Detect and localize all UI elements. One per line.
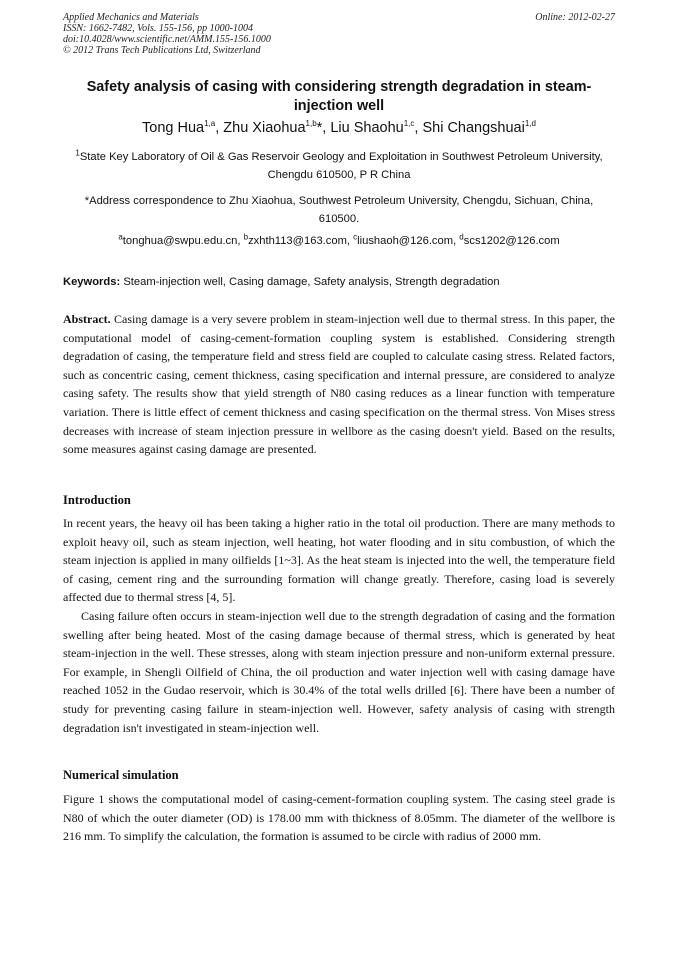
doi-line: doi:10.4028/www.scientific.net/AMM.155-156.1000 xyxy=(63,34,271,45)
email: $^b$zxhth113@163.com, xyxy=(243,232,354,247)
paragraph: Casing failure often occurs in steam-injection well due to the strength degradation of casing and the formation swelling after being heated. Most of the casing damage because of thermal stress, which is generated by heat steam-injection in the well. These stresses, along with steam injection pressure and non-uniform external pressure. For example, in Shengli Oilfield of China, the oil production and water injection well with casing damage have reached 1052 in the Gudao reservoir, which is 30.4% of the total wells drilled [6]. There have been a number of study for preventing casing failure in steam-injection well. However, safety analysis of casing with strength degradation isn't investigated in steam-injection well. xyxy=(63,608,615,735)
affiliation: $^1$State Key Laboratory of Oil & Gas Reservoir Geology and Exploitation in Southwest Petroleum University, Chengdu 610500, P R China xyxy=(75,148,603,181)
email: $^d$scs1202@126.com xyxy=(459,232,560,247)
abstract-label: Abstract. xyxy=(63,312,111,326)
introduction-body xyxy=(63,514,615,737)
journal-name: Applied Mechanics and Materials xyxy=(63,12,199,23)
numerical-simulation-body xyxy=(63,790,615,846)
abstract-text: Casing damage is a very severe problem in steam-injection well due to thermal stress. In this paper, the computational model of casing-cement-formation coupling system is established. Considering strength degradation of casing, the temperature field and stress field are coupled to calculate casing stress. Related factors, such as concentric casing, cement thickness, casing specification and internal pressure, are considered to analyze casing safety. The results show that yield strength of N80 casing reduces as a linear function with temperature variation. There is little effect of cement thickness and casing specification on the thermal stress. Von Mises stress decreases with increase of steam injection pressure in wellbore as the casing doesn't yield. Based on the results, some measures against casing damage are presented. xyxy=(63,312,616,457)
email: $^c$liushaoh@126.com, xyxy=(353,232,460,247)
issn-line: ISSN: 1662-7482, Vols. 155-156, pp 1000-1004 xyxy=(63,23,253,34)
introduction-heading: Introduction xyxy=(63,493,131,507)
author: Liu Shaohu$^{1,c}$, xyxy=(330,119,423,136)
keywords xyxy=(63,273,623,291)
author-list xyxy=(63,118,615,138)
keywords-label: Keywords: xyxy=(63,276,121,288)
email-list xyxy=(63,232,615,250)
paper-title: Safety analysis of casing with considering strength degradation in steam-injection well xyxy=(86,79,592,114)
email: $^a$tonghua@swpu.edu.cn, xyxy=(118,232,244,247)
abstract xyxy=(63,310,615,459)
correspondence-address: *Address correspondence to Zhu Xiaohua, Southwest Petroleum University, Chengdu, Sichuan, China, 610500. xyxy=(84,195,594,225)
journal-header xyxy=(63,12,615,56)
numerical-simulation-heading: Numerical simulation xyxy=(63,768,179,782)
keywords-text: Steam-injection well, Casing damage, Safety analysis, Strength degradation xyxy=(123,276,500,288)
author: Shi Changshuai$^{1,d}$ xyxy=(422,119,536,136)
author: Tong Hua$^{1,a}$, xyxy=(142,119,224,136)
paragraph: Figure 1 shows the computational model of casing-cement-formation coupling system. The casing steel grade is N80 of which the outer diameter (OD) is 178.00 mm with thickness of 8.05mm. The diameter of the wellbore is 216 mm. To simplify the calculation, the formation is assumed to be circle with radius of 2000 mm. xyxy=(63,792,615,844)
online-date: Online: 2012-02-27 xyxy=(535,12,615,23)
paragraph: In recent years, the heavy oil has been taking a higher ratio in the total oil production. There are many methods to exploit heavy oil, such as steam injection, well heating, hot water flooding and in situ combustion, of which the steam injection is applied in many oilfields [1~3]. As the heat steam is injected into the well, the temperature field of casing, cement ring and the surrounding formation will change greatly. Therefore, casing load is severely affected due to thermal stress [4, 5]. xyxy=(63,516,615,605)
author: Zhu Xiaohua$^{1,b}$*, xyxy=(223,119,331,136)
copyright-line: © 2012 Trans Tech Publications Ltd, Switzerland xyxy=(63,45,261,56)
